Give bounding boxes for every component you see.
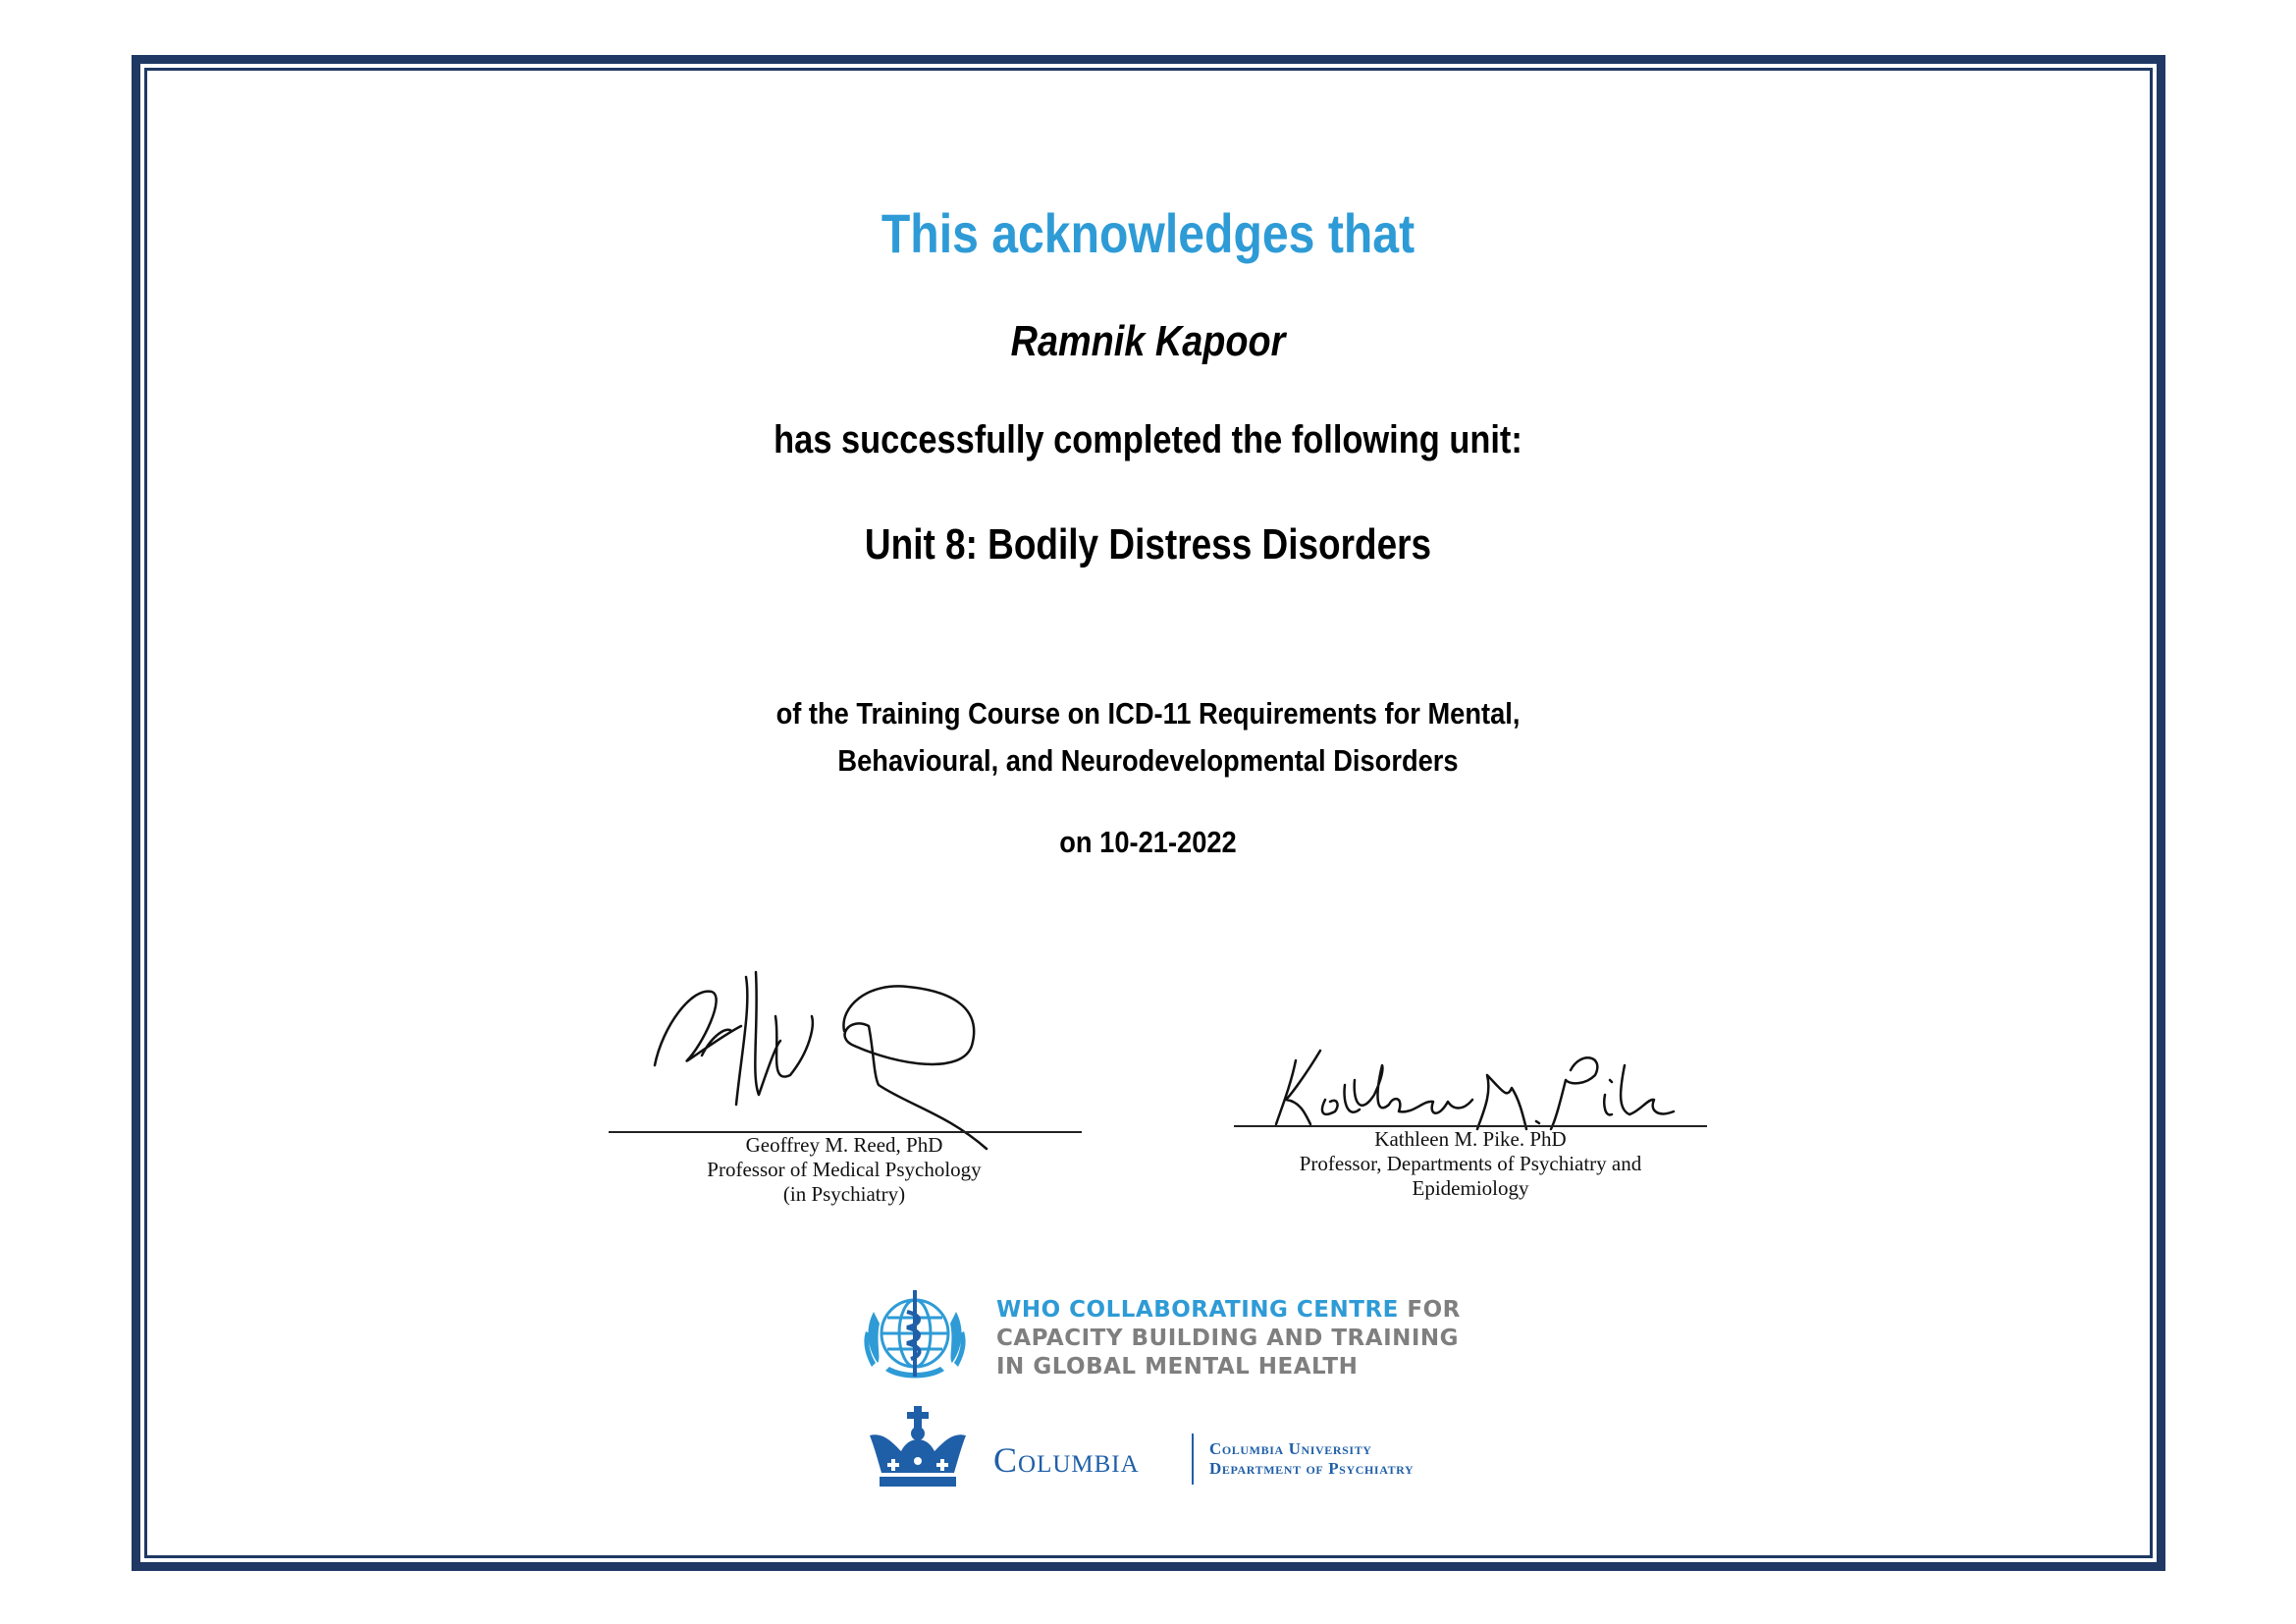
- signatory-reed: [648, 1133, 1041, 1207]
- columbia-wordmark: Columbia: [993, 1440, 1140, 1480]
- columbia-dept-line-2: Department of Psychiatry: [1209, 1459, 1415, 1478]
- signatory-pike-name: Kathleen M. Pike. PhD: [1374, 1127, 1567, 1151]
- recipient-name: Ramnik Kapoor: [1010, 317, 1286, 365]
- completion-date: on 10-21-2022: [1059, 825, 1237, 859]
- course-description: [137, 690, 2158, 785]
- unit-title: Unit 8: Bodily Distress Disorders: [864, 520, 1432, 568]
- who-line-3: IN GLOBAL MENTAL HEALTH: [996, 1354, 1359, 1380]
- certificate-headline: This acknowledges that: [881, 202, 1415, 264]
- who-collaborating-centre-text: [996, 1296, 1461, 1381]
- signatory-pike: [1225, 1127, 1716, 1201]
- who-line-1-gray: FOR: [1398, 1297, 1461, 1323]
- signatory-reed-title-2: (in Psychiatry): [782, 1182, 906, 1206]
- signatory-pike-title-2: Epidemiology: [1412, 1176, 1529, 1200]
- columbia-dept-line-1: Columbia University: [1209, 1439, 1372, 1458]
- signatory-reed-title: Professor of Medical Psychology: [707, 1158, 982, 1181]
- who-emblem-icon: [856, 1282, 974, 1384]
- who-line-1: [996, 1296, 1461, 1325]
- course-line-2: Behavioural, and Neurodevelopmental Disorders: [837, 743, 1459, 778]
- columbia-department: [1209, 1439, 1414, 1479]
- signature-pike: [1266, 1041, 1679, 1139]
- columbia-crown-icon: [864, 1404, 972, 1496]
- signatory-reed-name: Geoffrey M. Reed, PhD: [745, 1133, 943, 1157]
- who-line-2: CAPACITY BUILDING AND TRAINING: [996, 1326, 1460, 1351]
- course-line-1: of the Training Course on ICD-11 Requirements for Mental,: [775, 696, 1521, 731]
- who-line-1-blue: WHO COLLABORATING CENTRE: [996, 1297, 1399, 1323]
- completion-statement: has successfully completed the following unit:: [774, 418, 1522, 461]
- columbia-divider: [1192, 1434, 1194, 1485]
- signatory-pike-title: Professor, Departments of Psychiatry and: [1299, 1152, 1642, 1175]
